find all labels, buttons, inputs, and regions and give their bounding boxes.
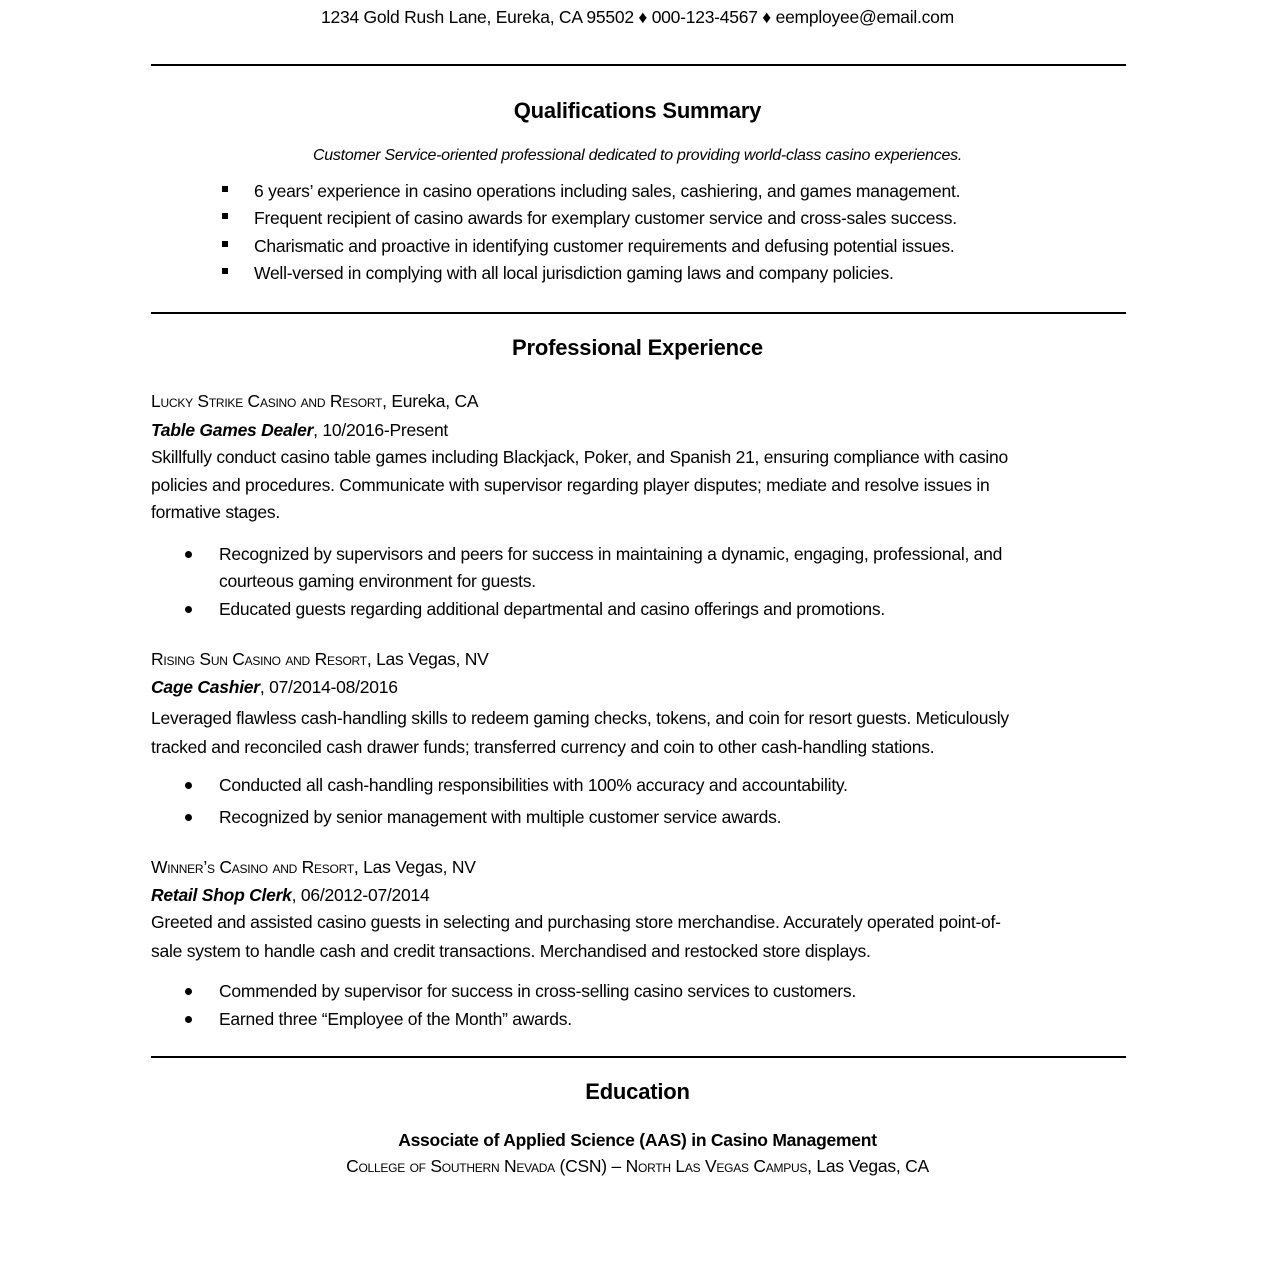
job-description: Leveraged flawless cash-handling skills to redeem gaming checks, tokens, and coin for resort guests. Meticulously	[151, 708, 1009, 728]
square-bullet-icon	[222, 241, 228, 247]
job-title: Table Games Dealer	[151, 420, 314, 440]
job-description: sale system to handle cash and credit transactions. Merchandised and restocked store displays.	[151, 941, 871, 961]
job-bullet: Earned three “Employee of the Month” awards.	[219, 1009, 572, 1029]
qualification-bullet: Charismatic and proactive in identifying customer requirements and defusing potential issues.	[254, 236, 955, 256]
job-dates: , 10/2016-Present	[313, 420, 449, 440]
company-location: , Las Vegas, NV	[353, 857, 476, 877]
company-location: , Las Vegas, NV	[366, 649, 489, 669]
contact-info: 1234 Gold Rush Lane, Eureka, CA 95502 ♦ 000-123-4567 ♦ eemployee@email.com	[321, 7, 954, 27]
job-bullet: Recognized by senior management with multiple customer service awards.	[219, 807, 782, 827]
job-description: Greeted and assisted casino guests in selecting and purchasing store merchandise. Accurately operated point-of-	[151, 912, 1001, 932]
degree: Associate of Applied Science (AAS) in Casino Management	[398, 1130, 877, 1150]
education-heading: Education	[585, 1079, 690, 1104]
job-bullet: courteous gaming environment for guests.	[219, 571, 536, 591]
job-company-line	[151, 856, 476, 878]
qualification-bullet: Well-versed in complying with all local jurisdiction gaming laws and company policies.	[254, 263, 894, 283]
job-bullet: Conducted all cash-handling responsibilities with 100% accuracy and accountability.	[219, 775, 848, 795]
company-name: Winner’s Casino and Resort	[151, 857, 354, 877]
square-bullet-icon	[222, 186, 228, 192]
divider	[151, 1056, 1126, 1058]
job-description: Skillfully conduct casino table games including Blackjack, Poker, and Spanish 21, ensuring compliance with casino	[151, 447, 1008, 467]
school-name: College of Southern Nevada (CSN) – North Las Vegas Campus	[346, 1156, 808, 1176]
bullet-icon	[185, 988, 192, 995]
bullet-icon	[185, 551, 192, 558]
job-description: formative stages.	[151, 502, 280, 522]
bullet-icon	[185, 782, 192, 789]
divider	[151, 312, 1126, 314]
divider	[151, 64, 1126, 66]
qualification-bullet: Frequent recipient of casino awards for exemplary customer service and cross-sales success.	[254, 208, 957, 228]
school-line	[0, 1155, 1275, 1177]
company-name: Lucky Strike Casino and Resort	[151, 391, 383, 411]
bullet-icon	[185, 606, 192, 613]
job-dates: , 07/2014-08/2016	[259, 677, 398, 697]
square-bullet-icon	[222, 213, 228, 219]
company-location: , Eureka, CA	[382, 391, 479, 411]
qualification-bullet: 6 years’ experience in casino operations including sales, cashiering, and games management.	[254, 181, 961, 201]
school-location: , Las Vegas, CA	[807, 1156, 929, 1176]
company-name: Rising Sun Casino and Resort	[151, 649, 367, 669]
job-bullet: Educated guests regarding additional departmental and casino offerings and promotions.	[219, 599, 885, 619]
job-company-line	[151, 648, 489, 670]
qualifications-tagline: Customer Service-oriented professional dedicated to providing world-class casino experiences.	[312, 147, 963, 164]
job-title: Retail Shop Clerk	[151, 885, 292, 905]
job-title-line	[151, 884, 429, 906]
job-description: tracked and reconciled cash drawer funds; transferred currency and coin to other cash-handling stations.	[151, 737, 935, 757]
job-title: Cage Cashier	[151, 677, 260, 697]
bullet-icon	[185, 1016, 192, 1023]
job-company-line	[151, 390, 478, 412]
experience-heading: Professional Experience	[512, 335, 763, 360]
job-bullet: Commended by supervisor for success in cross-selling casino services to customers.	[219, 981, 856, 1001]
job-description: policies and procedures. Communicate with supervisor regarding player disputes; mediate and resolve issues in	[151, 475, 990, 495]
job-title-line	[151, 676, 398, 698]
job-bullet: Recognized by supervisors and peers for success in maintaining a dynamic, engaging, professional, and	[219, 544, 1003, 564]
qualifications-heading: Qualifications Summary	[513, 98, 762, 123]
square-bullet-icon	[222, 268, 228, 274]
job-dates: , 06/2012-07/2014	[291, 885, 430, 905]
bullet-icon	[185, 814, 192, 821]
job-title-line	[151, 419, 448, 441]
